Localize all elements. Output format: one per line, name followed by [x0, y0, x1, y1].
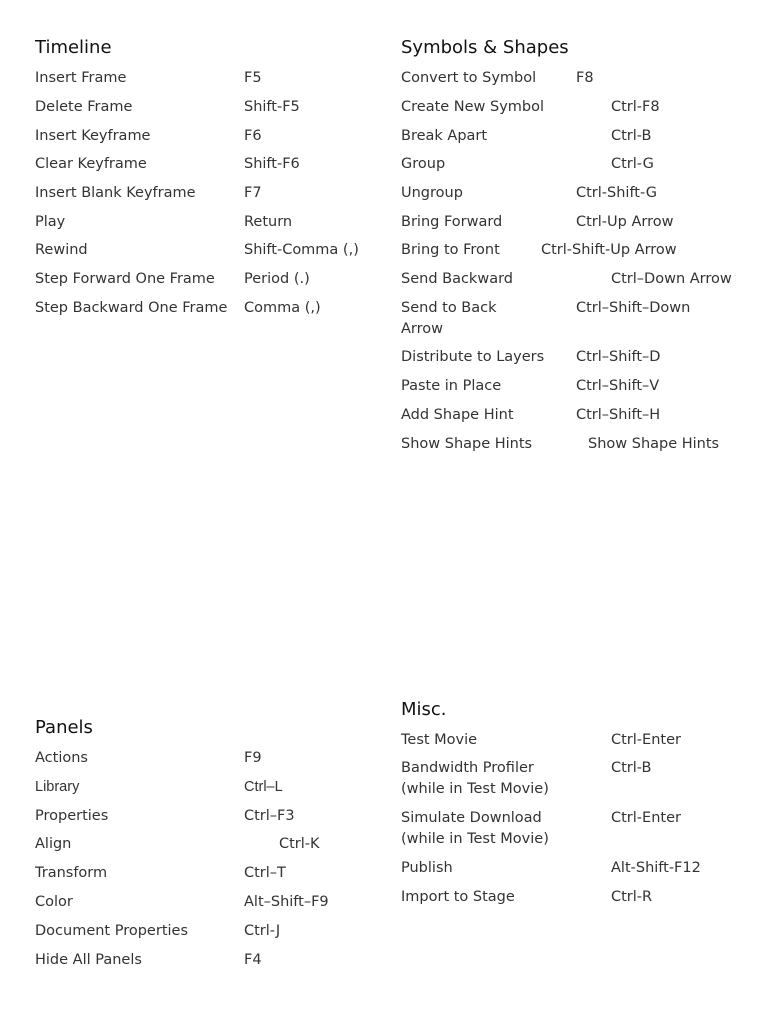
- misc-section: [401, 699, 741, 721]
- shortcut-keys: F6: [244, 128, 262, 144]
- action-label: Insert Frame: [35, 70, 127, 86]
- action-label: Paste in Place: [401, 378, 502, 394]
- action-label: Show Shape Hints: [401, 436, 533, 452]
- shortcut-keys: Ctrl–Shift–V: [576, 378, 660, 394]
- shortcut-keys: Ctrl-Enter: [611, 810, 681, 826]
- action-label: Step Backward One Frame: [35, 300, 228, 316]
- action-label: Properties: [35, 808, 109, 824]
- action-label: Send Backward: [401, 271, 513, 287]
- shortcut-keys: Shift-Comma (,): [244, 242, 359, 258]
- action-label: Rewind: [35, 242, 88, 258]
- shortcut-keys: Ctrl-F8: [611, 99, 660, 115]
- shortcut-keys: Ctrl–T: [244, 865, 286, 881]
- action-label: Add Shape Hint: [401, 407, 514, 423]
- shortcut-keys: Ctrl-R: [611, 889, 653, 905]
- shortcut-keys: Ctrl–Down Arrow: [611, 271, 732, 287]
- shortcut-keys: Ctrl-Shift-Up Arrow: [541, 242, 677, 258]
- action-label: Group: [401, 156, 446, 172]
- shortcut-keys: Ctrl-G: [611, 156, 654, 172]
- shortcut-keys: Shift-F6: [244, 156, 300, 172]
- shortcut-keys: Ctrl-Shift-G: [576, 185, 657, 201]
- shortcut-keys: Ctrl-B: [611, 760, 652, 776]
- symbols-section: [401, 37, 741, 59]
- shortcut-keys: F7: [244, 185, 262, 201]
- shortcut-keys: Ctrl–Shift–D: [576, 349, 661, 365]
- action-label: Actions: [35, 750, 88, 766]
- action-label: Simulate Download (while in Test Movie): [401, 810, 549, 847]
- timeline-section: [35, 37, 375, 59]
- action-label: Insert Blank Keyframe: [35, 185, 196, 201]
- shortcut-keys: Ctrl-B: [611, 128, 652, 144]
- action-label: Clear Keyframe: [35, 156, 147, 172]
- shortcut-keys: Ctrl–L: [244, 779, 283, 795]
- shortcut-keys: F5: [244, 70, 262, 86]
- shortcut-keys: Ctrl-Up Arrow: [576, 214, 674, 230]
- action-label: Test Movie: [401, 732, 478, 748]
- action-label: Convert to Symbol: [401, 70, 537, 86]
- action-label: Document Properties: [35, 923, 189, 939]
- shortcut-keys: Ctrl-J: [244, 923, 281, 939]
- panels-section: [35, 717, 375, 739]
- action-label: Create New Symbol: [401, 99, 545, 115]
- action-label: Ungroup: [401, 185, 463, 201]
- shortcut-keys: Comma (,): [244, 300, 321, 316]
- action-label: Send to Back Arrow: [401, 300, 497, 337]
- action-label: Step Forward One Frame: [35, 271, 215, 287]
- shortcut-keys: F4: [244, 952, 262, 968]
- action-label: Color: [35, 894, 73, 910]
- shortcut-keys: F8: [576, 70, 594, 86]
- shortcut-keys: Ctrl–Shift–Down: [576, 300, 691, 316]
- action-label: Library: [35, 779, 80, 795]
- shortcut-keys: Return: [244, 214, 293, 230]
- shortcut-keys: Alt–Shift–F9: [244, 894, 329, 910]
- symbols-title: Symbols & Shapes: [401, 37, 569, 58]
- action-label: Transform: [35, 865, 108, 881]
- action-label: Delete Frame: [35, 99, 133, 115]
- shortcut-keys: Period (.): [244, 271, 310, 287]
- shortcut-keys: Shift-F5: [244, 99, 300, 115]
- action-label: Publish: [401, 860, 453, 876]
- action-label: Play: [35, 214, 66, 230]
- timeline-title: Timeline: [35, 37, 112, 58]
- action-label: Distribute to Layers: [401, 349, 545, 365]
- misc-title: Misc.: [401, 699, 447, 720]
- shortcut-keys: Show Shape Hints: [588, 436, 720, 452]
- action-label: Import to Stage: [401, 889, 515, 905]
- action-label: Bandwidth Profiler (while in Test Movie): [401, 760, 549, 797]
- shortcut-keys: Ctrl-Enter: [611, 732, 681, 748]
- shortcut-keys: Alt-Shift-F12: [611, 860, 701, 876]
- shortcut-keys: F9: [244, 750, 262, 766]
- action-label: Hide All Panels: [35, 952, 142, 968]
- action-label: Break Apart: [401, 128, 488, 144]
- action-label: Align: [35, 836, 72, 852]
- shortcut-keys: Ctrl–Shift–H: [576, 407, 661, 423]
- action-label: Bring Forward: [401, 214, 503, 230]
- action-label: Bring to Front: [401, 242, 500, 258]
- shortcut-keys: Ctrl–F3: [244, 808, 295, 824]
- action-label: Insert Keyframe: [35, 128, 151, 144]
- shortcut-keys: Ctrl-K: [279, 836, 320, 852]
- panels-title: Panels: [35, 717, 93, 738]
